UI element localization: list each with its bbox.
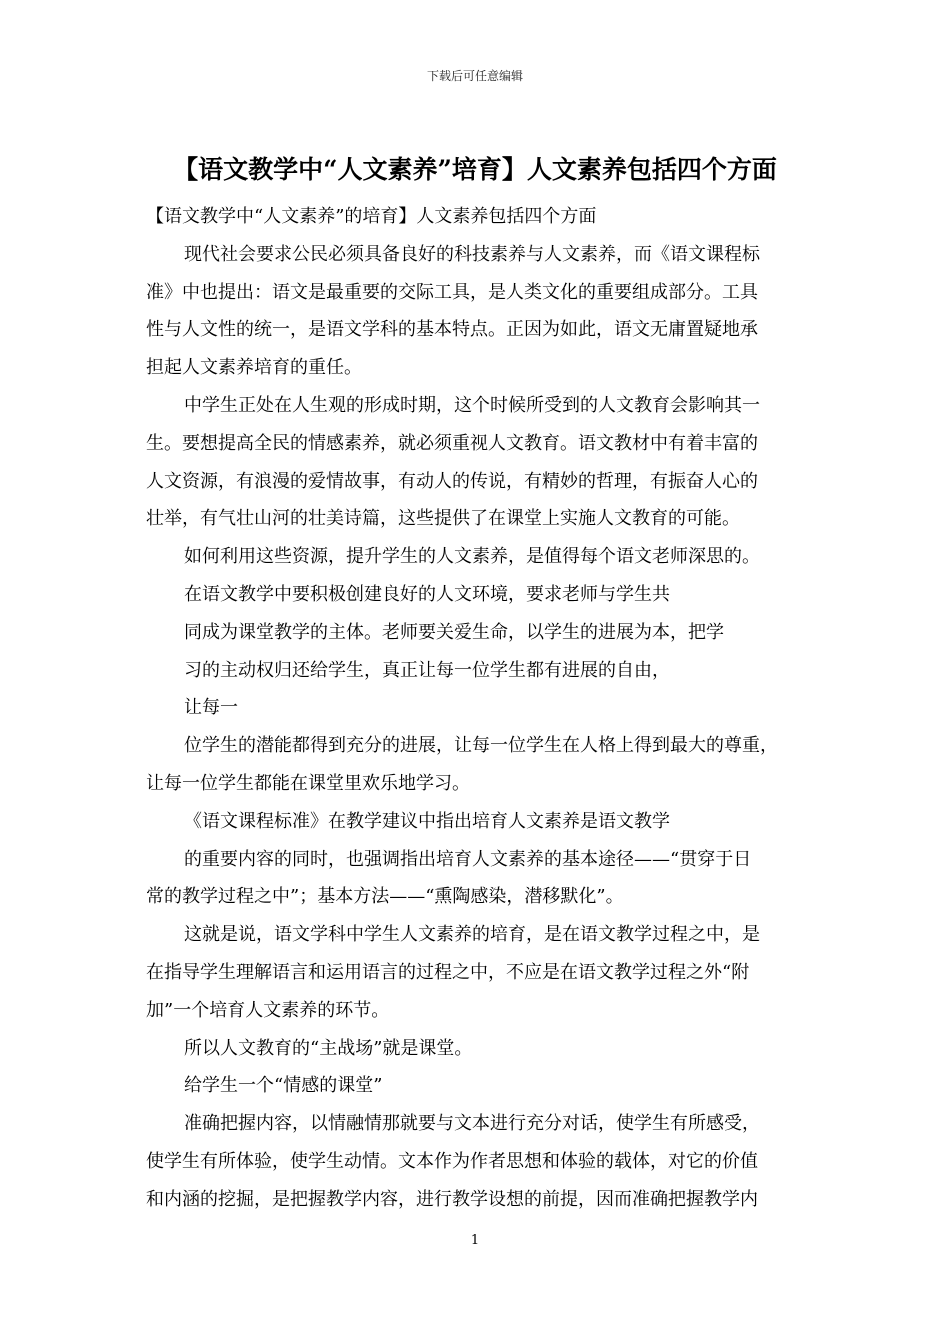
paragraph-line: 给学生一个“情感的课堂”: [184, 1075, 383, 1097]
paragraph-line: 性与人文性的统一，是语文学科的基本特点。正因为如此，语文无庸置疑地承: [146, 319, 758, 341]
document-title: 【语文教学中“人文素养”培育】人文素养包括四个方面: [173, 155, 777, 184]
paragraph-line: 在指导学生理解语言和运用语言的过程之中，不应是在语文教学过程之外“附: [146, 961, 750, 983]
paragraph-line: 壮举，有气壮山河的壮美诗篇，这些提供了在课堂上实施人文教育的可能。: [146, 508, 740, 530]
paragraph-line: 中学生正处在人生观的形成时期，这个时候所受到的人文教育会影响其一: [184, 394, 760, 416]
paragraph-line: 所以人文教育的“主战场”就是课堂。: [184, 1037, 473, 1059]
paragraph-line: 如何利用这些资源，提升学生的人文素养，是值得每个语文老师深思的。: [184, 546, 760, 568]
paragraph-line: 加”一个培育人文素养的环节。: [146, 999, 390, 1021]
paragraph-line: 担起人文素养培育的重任。: [146, 357, 362, 379]
paragraph-line: 的重要内容的同时，也强调指出培育人文素养的基本途径——“贯穿于日: [184, 848, 752, 870]
paragraph-line: 《语文课程标准》在教学建议中指出培育人文素养是语文教学: [184, 810, 670, 832]
paragraph-line: 同成为课堂教学的主体。老师要关爱生命，以学生的进展为本，把学: [184, 621, 724, 643]
paragraph-line: 在语文教学中要积极创建良好的人文环境，要求老师与学生共: [184, 583, 670, 605]
paragraph-line: 常的教学过程之中”；基本方法——“熏陶感染，潜移默化”。: [146, 886, 624, 908]
paragraph-line: 生。要想提高全民的情感素养，就必须重视人文教育。语文教材中有着丰富的: [146, 432, 758, 454]
header-note: 下载后可任意编辑: [426, 69, 523, 83]
paragraph-line: 和内涵的挖掘，是把握教学内容，进行教学设想的前提，因而准确把握教学内: [146, 1188, 758, 1210]
page-number: 1: [470, 1233, 480, 1248]
paragraph-line: 准确把握内容，以情融情那就要与文本进行充分对话，使学生有所感受，: [184, 1113, 760, 1135]
paragraph-line: 让每一: [184, 697, 238, 719]
paragraph-line: 位学生的潜能都得到充分的进展，让每一位学生在人格上得到最大的尊重，: [184, 735, 778, 757]
paragraph-line: 让每一位学生都能在课堂里欢乐地学习。: [146, 772, 470, 794]
paragraph-line: 人文资源，有浪漫的爱情故事，有动人的传说，有精妙的哲理，有振奋人心的: [146, 470, 758, 492]
paragraph-line: 【语文教学中“人文素养”的培育】人文素养包括四个方面: [146, 206, 597, 227]
paragraph-line: 准》中也提出：语文是最重要的交际工具，是人类文化的重要组成部分。工具: [146, 281, 758, 303]
paragraph-line: 这就是说，语文学科中学生人文素养的培育，是在语文教学过程之中，是: [184, 924, 760, 946]
paragraph-line: 现代社会要求公民必须具备良好的科技素养与人文素养，而《语文课程标: [184, 243, 760, 265]
document-body: [146, 198, 806, 1219]
paragraph-line: 习的主动权归还给学生，真正让每一位学生都有进展的自由，: [184, 659, 670, 681]
paragraph-line: 使学生有所体验，使学生动情。文本作为作者思想和体验的载体，对它的价值: [146, 1150, 758, 1172]
